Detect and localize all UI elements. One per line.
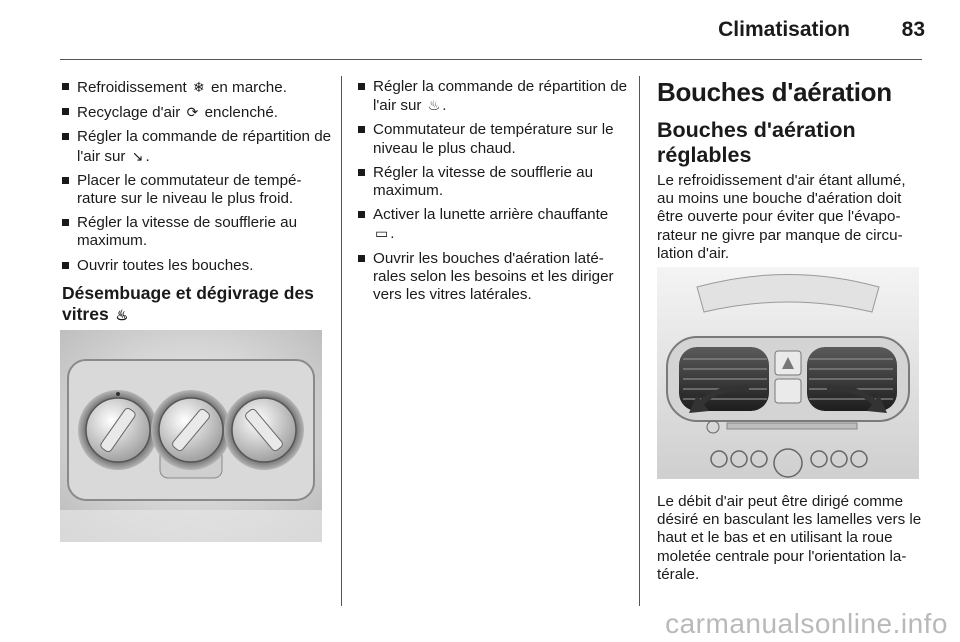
procedure-list bbox=[358, 78, 628, 304]
windshield-defrost-icon: ♨ bbox=[427, 97, 441, 114]
procedure-list bbox=[62, 78, 332, 275]
column-right bbox=[657, 78, 925, 263]
list-item: Commutateur de température sur le niveau le plus chaud. bbox=[358, 121, 628, 157]
list-item: Ouvrir les bouches d'aération latérales selon les besoins et les diriger vers les vitres latérales. bbox=[358, 250, 628, 305]
climate-control-panel-photo bbox=[60, 330, 322, 542]
column-divider bbox=[341, 76, 342, 606]
list-item: Activer la lunette arrière chauffante ▭ . bbox=[358, 206, 628, 243]
watermark: carmanualsonline.info bbox=[665, 608, 948, 639]
air-vents-photo bbox=[657, 267, 919, 479]
paragraph: Le débit d'air peut être dirigé comme désiré en basculant les lamelles vers le haut et le bas et en utilisant la roue moletée centrale pour l'orientation latérale. bbox=[657, 493, 922, 583]
column-divider bbox=[639, 76, 640, 606]
recirculation-icon: ⟳ bbox=[186, 104, 199, 121]
list-item: Ouvrir toutes les bouches. bbox=[62, 257, 332, 275]
list-item: Régler la vitesse de soufflerie au maximum. bbox=[62, 214, 332, 250]
list-item: Recyclage d'air ⟳ enclenché. bbox=[62, 103, 332, 122]
rear-window-heating-icon: ▭ bbox=[375, 225, 389, 242]
snowflake-icon: ❄ bbox=[192, 79, 205, 95]
section-heading: Bouches d'aération bbox=[657, 77, 892, 107]
column-left bbox=[62, 78, 332, 326]
subsection-heading: Bouches d'aération réglables bbox=[657, 118, 856, 167]
floor-defrost-icon: ↘ bbox=[131, 147, 144, 164]
paragraph: Le refroidissement d'air étant allumé, au moins une bouche d'aération doit être ouverte pour éviter que l'évaporateur ne givre par manque de circulation d'air. bbox=[657, 172, 906, 262]
windshield-defrost-icon: ♨ bbox=[115, 306, 129, 323]
list-item: Régler la commande de répartition de l'air sur ↘ . bbox=[62, 128, 332, 165]
list-item: Refroidissement ❄ en marche. bbox=[62, 78, 332, 97]
list-item: Régler la commande de répartition de l'air sur ♨ . bbox=[358, 78, 628, 115]
header-divider bbox=[60, 59, 922, 60]
list-item: Placer le commutateur de température sur le niveau le plus froid. bbox=[62, 172, 332, 208]
list-item: Régler la vitesse de soufflerie au maximum. bbox=[358, 164, 628, 200]
page-number: 83 bbox=[901, 18, 925, 41]
column-middle bbox=[358, 78, 628, 310]
section-heading: Désembuage et dégivrage des vitres ♨ bbox=[62, 282, 314, 324]
column-right-lower bbox=[657, 493, 925, 584]
section-title: Climatisation bbox=[718, 18, 850, 41]
